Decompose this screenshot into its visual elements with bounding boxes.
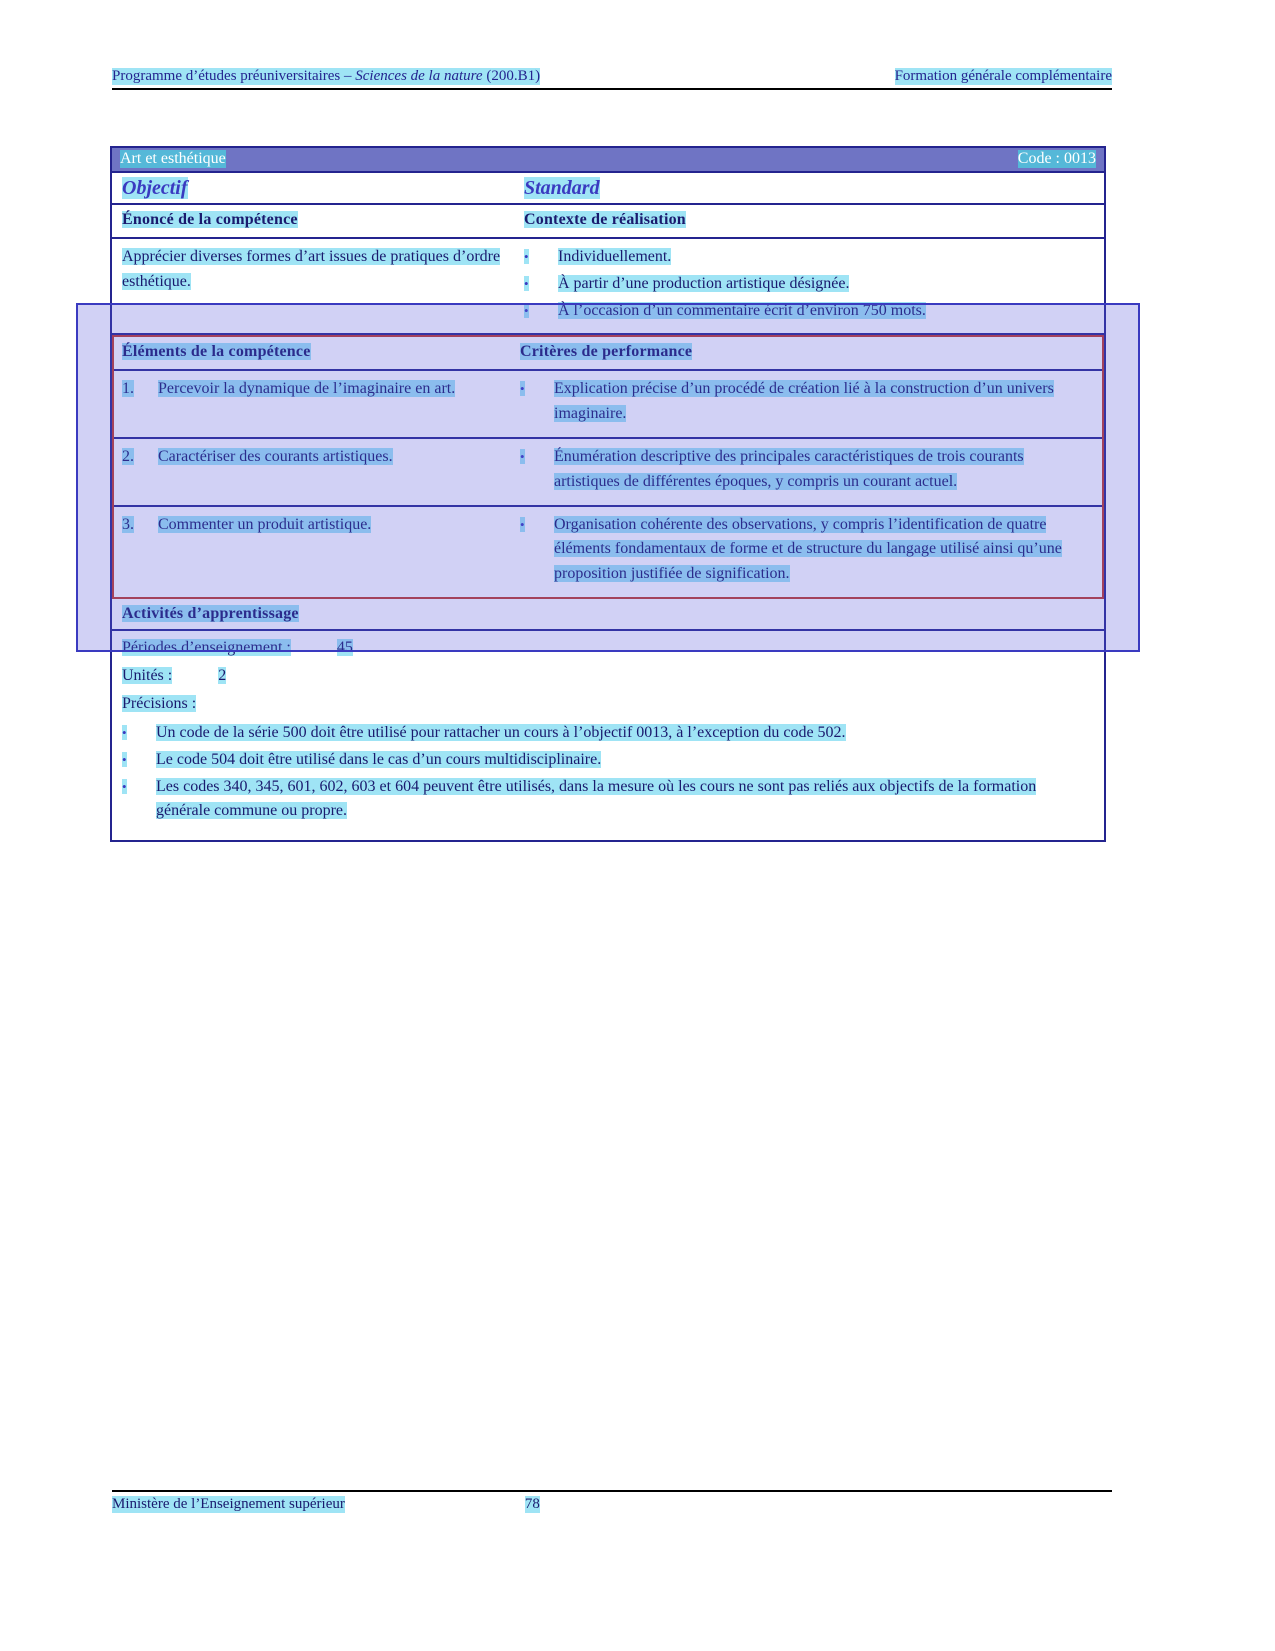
element-cell-2 xyxy=(114,439,518,505)
competence-content-row xyxy=(112,239,1104,335)
units-value: 2 xyxy=(218,666,227,684)
element-number-list-2 xyxy=(122,445,510,470)
bullet-icon: • xyxy=(520,448,525,464)
list-item xyxy=(122,748,1094,773)
precision-text-0: Un code de la série 500 doit être utilisé pour rattacher un cours à l’objectif 0013, à l’exception du code 502. xyxy=(156,723,846,741)
list-item xyxy=(520,513,1092,587)
element-cell-1 xyxy=(114,371,518,437)
elements-criteria-block xyxy=(112,335,1104,599)
criteria-text-3: Organisation cohérente des observations, y compris l’identification de quatre éléments fondamentaux de forme et de structure du langage utilisé ainsi qu’une proposition justifiée de signification. xyxy=(554,515,1062,583)
objective-standard-header xyxy=(112,173,1104,205)
list-item xyxy=(122,775,1094,825)
list-item xyxy=(122,445,510,470)
criteria-cell-3 xyxy=(518,507,1102,597)
criteria-heading: Critères de performance xyxy=(520,343,693,361)
bullet-icon: • xyxy=(524,302,529,318)
competence-statement-text: Apprécier diverses formes d’art issues de pratiques d’ordre esthétique. xyxy=(122,248,501,290)
table-row xyxy=(114,371,1102,439)
standard-label: Standard xyxy=(524,177,600,199)
element-number-3: 3. xyxy=(122,515,134,533)
competence-table xyxy=(110,146,1106,842)
periods-row xyxy=(122,639,1094,657)
competence-statement xyxy=(112,239,520,333)
bullet-icon: • xyxy=(122,778,127,794)
header-left-text xyxy=(112,68,540,85)
standard-column-header xyxy=(520,177,1104,200)
units-row xyxy=(122,667,1094,685)
criteria-text-2: Énumération descriptive des principales caractéristiques de trois courants artistiques de différentes époques, y compris un courant actuel. xyxy=(554,447,1024,490)
activities-heading-row xyxy=(112,599,1104,631)
header-right-text: Formation générale complémentaire xyxy=(894,68,1112,84)
course-code: Code : 0013 xyxy=(1017,150,1096,167)
element-number-list-1 xyxy=(122,377,510,402)
element-number-list-3 xyxy=(122,513,510,538)
bullet-icon: • xyxy=(122,751,127,767)
criteria-bullets-2 xyxy=(520,445,1092,495)
bullet-icon: • xyxy=(122,724,127,740)
precision-text-2: Les codes 340, 345, 601, 602, 603 et 604 peuvent être utilisés, dans la mesure où les cours ne sont pas reliés aux objectifs de la formation générale commune ou propre. xyxy=(156,777,1037,820)
element-text-2: Caractériser des courants artistiques. xyxy=(158,447,393,465)
header-program-prefix: Programme d’études préuniversitaires – xyxy=(112,68,356,84)
table-title-bar xyxy=(112,148,1104,173)
elements-heading-row xyxy=(114,337,1102,371)
list-item xyxy=(524,245,1094,270)
criteria-bullets-3 xyxy=(520,513,1092,587)
header-program-suffix: (200.B1) xyxy=(482,68,541,84)
context-heading: Contexte de réalisation xyxy=(524,211,686,228)
objective-label: Objectif xyxy=(122,177,188,199)
context-bullets xyxy=(524,245,1094,323)
activities-heading: Activités d’apprentissage xyxy=(122,604,299,622)
precision-text-1: Le code 504 doit être utilisé dans le cas d’un cours multidisciplinaire. xyxy=(156,750,602,768)
list-item xyxy=(524,299,1094,324)
page-header xyxy=(112,68,1112,90)
list-item xyxy=(524,272,1094,297)
precisions-list xyxy=(122,721,1094,824)
element-number-1: 1. xyxy=(122,380,134,398)
list-item xyxy=(122,721,1094,746)
page-footer xyxy=(112,1490,1112,1513)
element-cell-3 xyxy=(114,507,518,597)
list-item xyxy=(122,513,510,538)
list-item xyxy=(122,377,510,402)
course-title: Art et esthétique xyxy=(120,150,226,167)
criteria-text-1: Explication précise d’un procédé de création lié à la construction d’un univers imaginaire. xyxy=(554,380,1054,423)
table-row xyxy=(114,507,1102,597)
header-program-italic: Sciences de la nature xyxy=(355,68,483,84)
bullet-icon: • xyxy=(524,249,529,264)
periods-value: 45 xyxy=(336,638,353,656)
element-text-1: Percevoir la dynamique de l’imaginaire en art. xyxy=(158,380,456,398)
footer-page-number: 78 xyxy=(524,1496,540,1512)
activities-body xyxy=(112,631,1104,840)
list-item xyxy=(520,445,1092,495)
bullet-icon: • xyxy=(520,516,525,532)
footer-ministry: Ministère de l’Enseignement supérieur xyxy=(112,1496,345,1512)
context-item-text-2: À l’occasion d’un commentaire écrit d’environ 750 mots. xyxy=(558,301,926,319)
bullet-icon: • xyxy=(520,381,525,397)
table-row xyxy=(114,439,1102,507)
competence-heading-row xyxy=(112,205,1104,239)
element-number-2: 2. xyxy=(122,447,134,465)
context-item-text-0: Individuellement. xyxy=(558,248,672,265)
context-item-text-1: À partir d’une production artistique désignée. xyxy=(558,274,850,292)
criteria-cell-1 xyxy=(518,371,1102,437)
competence-statement-heading: Énoncé de la compétence xyxy=(122,211,298,228)
objective-column-header xyxy=(112,177,520,200)
criteria-bullets-1 xyxy=(520,377,1092,427)
elements-heading: Éléments de la compétence xyxy=(122,343,311,361)
element-text-3: Commenter un produit artistique. xyxy=(158,515,372,533)
list-item xyxy=(520,377,1092,427)
context-list xyxy=(520,239,1104,333)
criteria-cell-2 xyxy=(518,439,1102,505)
bullet-icon: • xyxy=(524,275,529,291)
periods-label: Périodes d’enseignement : xyxy=(122,638,291,656)
precisions-label: Précisions : xyxy=(122,694,197,712)
units-label: Unités : xyxy=(122,666,173,684)
